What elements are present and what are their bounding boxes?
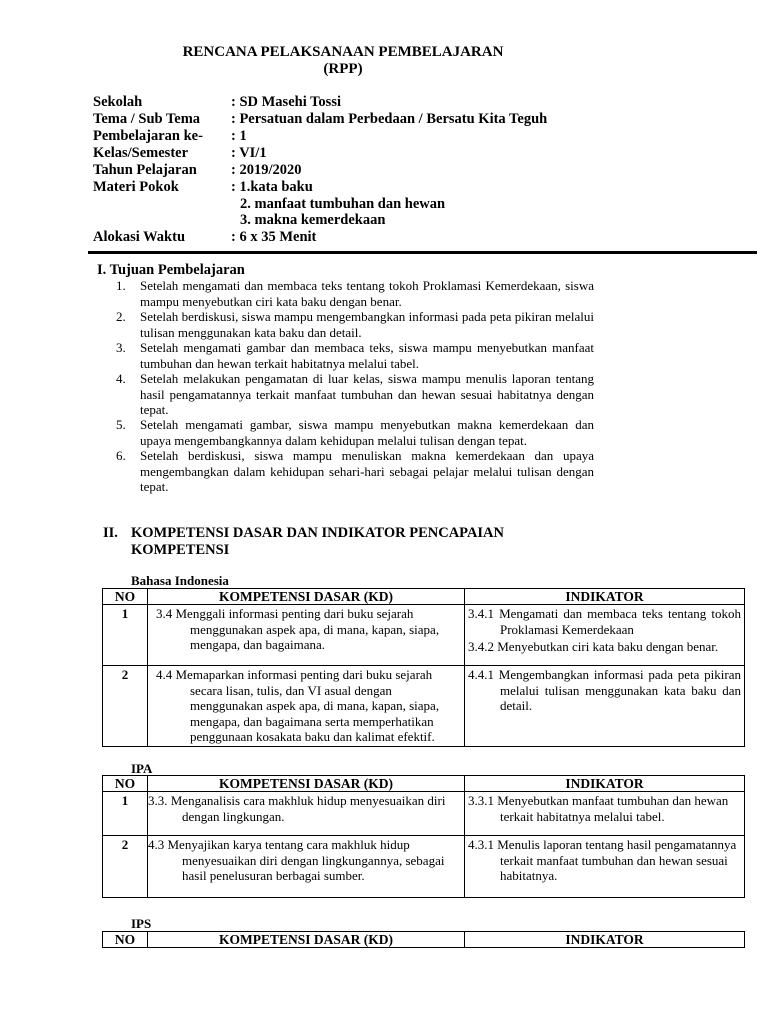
header-kd: KOMPETENSI DASAR (KD) [148,776,465,792]
info-value: : 1 [231,128,247,144]
info-label: Kelas/Semester [93,145,189,161]
info-row-kelas [93,145,267,162]
table-header-row [103,589,745,605]
table-row [103,605,745,666]
info-label: Materi Pokok [93,179,179,195]
objective-item: Setelah berdiskusi, siswa mampu menuliskan makna kemerdekaan dan upaya mengembangkan dalam kehidupan sehari-hari sebagai pelajar melalui tulisan dengan tepat. [140,448,594,494]
indikator-item: 3.3.1 Menyebutkan manfaat tumbuhan dan hewan terkait habitatnya melalui tabel. [468,793,729,824]
header-no: NO [103,932,148,948]
objective-number: 3. [116,340,126,355]
document-subtitle: (RPP) [323,61,363,77]
info-value: : 6 x 35 Menit [231,229,317,245]
objective-item: Setelah mengamati dan membaca teks tentang tokoh Proklamasi Kemerdekaan, siswa mampu menyebutkan ciri kata baku dengan benar. [140,278,594,309]
info-value: : 2019/2020 [231,162,302,178]
header-indikator: INDIKATOR [465,776,745,792]
info-row-sekolah [93,94,341,111]
document-title: RENCANA PELAKSANAAN PEMBELAJARAN [182,44,504,60]
row-no: 2 [103,836,148,898]
table-row [103,792,745,836]
info-label: Alokasi Waktu [93,229,186,245]
info-materi-item-3: 3. makna kemerdekaan [240,212,386,228]
table-row [103,666,745,747]
header-indikator: INDIKATOR [465,589,745,605]
kd-table-ipa [102,775,745,898]
objective-item: Setelah mengamati gambar dan membaca teks, siswa mampu menyebutkan manfaat tumbuhan dan hewan terkait habitatnya melalui tabel. [140,340,594,371]
section-2-heading-cont: KOMPETENSI [131,542,230,558]
kd-text: 4.3 Menyajikan karya tentang cara makhluk hidup menyesuaikan diri dengan lingkungannya, sebagai hasil penelusuran berbagai sumber. [148,837,445,883]
section-2-heading: KOMPETENSI DASAR DAN INDIKATOR PENCAPAIAN [131,525,504,541]
info-value: : VI/1 [231,145,267,161]
indikator-item: 4.4.1 Mengembangkan informasi pada peta pikiran melalui tulisan menggunakan kata baku dan detail. [468,667,741,713]
table-header-row [103,776,745,792]
info-row-tahun [93,162,301,179]
info-materi-item-2: 2. manfaat tumbuhan dan hewan [240,196,446,212]
table-header-row [103,932,745,948]
indikator-cell [465,666,745,747]
section-1-heading: I. Tujuan Pembelajaran [97,262,245,278]
section-2-number: II. [103,525,118,541]
info-row-materi [93,179,313,196]
header-indikator: INDIKATOR [465,932,745,948]
kd-cell [148,792,465,836]
header-no: NO [103,589,148,605]
kd-table-bahasa [102,588,745,747]
indikator-cell [465,605,745,666]
info-label: Tema / Sub Tema [93,111,201,127]
indikator-item: 4.3.1 Menulis laporan tentang hasil pengamatannya terkait manfaat tumbuhan dan hewan sesuai habitatnya. [468,837,737,883]
header-kd: KOMPETENSI DASAR (KD) [148,932,465,948]
indikator-item: 3.4.1 Mengamati dan membaca teks tentang tokoh Proklamasi Kemerdekaan [468,606,741,637]
table-row [103,836,745,898]
objective-item: Setelah melakukan pengamatan di luar kelas, siswa mampu menulis laporan tentang hasil pengamatannya terkait manfaat tumbuhan dan hewan sesuai habitatnya dengan tepat. [140,371,594,417]
subject-label-ips: IPS [131,916,152,931]
header-kd: KOMPETENSI DASAR (KD) [148,589,465,605]
info-label: Pembelajaran ke- [93,128,203,144]
kd-cell [148,836,465,898]
objective-item: Setelah berdiskusi, siswa mampu mengembangkan informasi pada peta pikiran melalui tulisan menggunakan kata baku dan detail. [140,309,594,340]
divider-line [88,251,757,254]
subject-label-bahasa: Bahasa Indonesia [131,573,229,588]
objective-number: 2. [116,309,126,324]
row-no: 1 [103,605,148,666]
objective-number: 4. [116,371,126,386]
info-row-alokasi [93,229,316,246]
kd-cell [148,666,465,747]
objective-number: 1. [116,278,126,293]
info-row-pembelajaran [93,128,247,145]
subject-label-ipa: IPA [131,761,153,776]
info-value: : 1.kata baku [231,179,313,195]
info-label: Sekolah [93,94,143,110]
kd-text: 3.3. Menganalisis cara makhluk hidup menyesuaikan diri dengan lingkungan. [148,793,446,824]
kd-text: 3.4 Menggali informasi penting dari buku sejarah menggunakan aspek apa, di mana, kapan, siapa, mengapa, dan bagaimana. [156,606,440,652]
info-value: : Persatuan dalam Perbedaan / Bersatu Kita Teguh [231,111,548,127]
info-value: : SD Masehi Tossi [231,94,341,110]
objective-number: 6. [116,448,126,463]
row-no: 1 [103,792,148,836]
row-no: 2 [103,666,148,747]
indikator-item: 3.4.2 Menyebutkan ciri kata baku dengan benar. [468,639,719,654]
info-label: Tahun Pelajaran [93,162,197,178]
indikator-cell [465,836,745,898]
kd-table-ips [102,931,745,948]
indikator-cell [465,792,745,836]
objective-item: Setelah mengamati gambar, siswa mampu menyebutkan makna kemerdekaan dan upaya mengembangkannya dalam kehidupan melalui tulisan dengan tepat. [140,417,594,448]
kd-text: 4.4 Memaparkan informasi penting dari buku sejarah secara lisan, tulis, dan VI asual dengan menggunakan aspek apa, di mana, kapan, siapa, mengapa, dan bagaimana serta memperhatikan penggunaan kosakata baku dan kalimat efektif. [156,667,440,744]
info-row-tema [93,111,547,128]
header-no: NO [103,776,148,792]
kd-cell [148,605,465,666]
objective-number: 5. [116,417,126,432]
